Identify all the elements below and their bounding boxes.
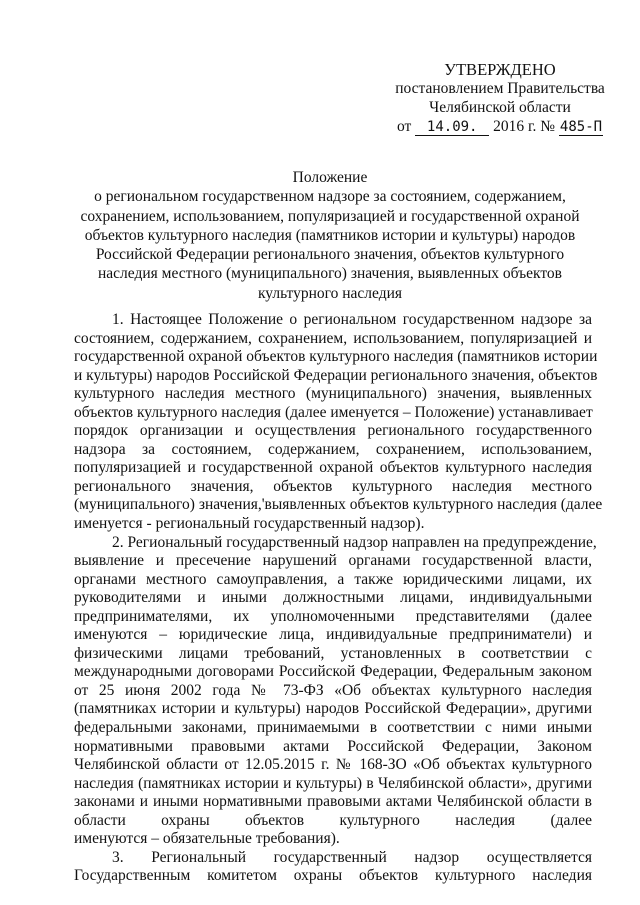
document-title: [60, 168, 600, 303]
paragraph-2-line: органами местного самоуправления, а также юридическими лицами, их: [74, 570, 592, 588]
paragraph-2-line: законами и иными нормативными правовыми актами Челябинской области в: [74, 793, 592, 811]
title-line: культурного наследия: [257, 284, 403, 302]
title-line: Российской Федерации регионального значения, объектов культурного: [95, 246, 565, 264]
paragraph-1-line: популяризацией и государственной охраной объектов культурного наследия: [74, 459, 592, 477]
handwritten-number: 485-П: [559, 119, 603, 135]
approval-title: УТВЕРЖДЕНО: [444, 60, 556, 79]
document-body: [74, 311, 603, 886]
paragraph-2-line: от 25 июня 2002 года № 73-ФЗ «Об объектах культурного наследия: [74, 681, 592, 699]
paragraph-2-line: физическими лицами требований, установленных в соответствии с: [74, 644, 592, 662]
paragraph-2-line: именуются – юридические лица, индивидуальные предприниматели) и: [74, 626, 592, 644]
paragraph-1-line: состоянием, содержанием, сохранением, использованием, популяризацией и: [74, 329, 592, 347]
approval-line-1: постановлением Правительства: [395, 80, 605, 97]
paragraph-1-line: и культуры) народов Российской Федерации регионального значения, объектов: [74, 366, 598, 384]
paragraph-2-line: предпринимателями, их уполномоченными представителями (далее: [74, 607, 592, 625]
paragraph-2-line: именуются – обязательные требования).: [74, 830, 340, 848]
paragraph-1-line: надзора за состоянием, содержанием, сохранением, использованием,: [74, 440, 592, 458]
title-line: о региональном государственном надзоре за состоянием, содержанием,: [94, 188, 566, 206]
paragraph-2-line: наследия (памятниках истории и культуры) в Челябинской области», другими: [74, 774, 592, 792]
handwritten-date: 14.09.: [415, 119, 489, 136]
paragraph-1-line: регионального значения, объектов культурного наследия местного: [74, 477, 592, 495]
paragraph-2-line: 2. Региональный государственный надзор направлен на предупреждение,: [112, 533, 597, 551]
paragraph-3-line: Государственным комитетом охраны объектов культурного наследия: [74, 867, 592, 885]
title-heading: Положение: [292, 169, 368, 186]
from-label: от: [397, 118, 412, 135]
paragraph-2-line: федеральными законами, принимаемыми в соответствии с ними иными: [74, 719, 592, 737]
paragraph-2-line: выявление и пресечение нарушений органами государственной власти,: [74, 552, 592, 570]
year-and-number-label: 2016 г. №: [493, 118, 556, 135]
title-line: объектов культурного наследия (памятников истории и культуры) народов: [84, 226, 576, 244]
paragraph-1-line: (муниципального) значения,'выявленных объектов культурного наследия (далее: [74, 496, 603, 514]
title-line: сохранением, использованием, популяризацией и государственной охраной: [80, 207, 580, 225]
paragraph-2-line: международными договорами Российской Федерации, Федеральным законом: [74, 663, 592, 681]
paragraph-1-line: культурного наследия местного (муниципального) значения, выявленных: [74, 385, 592, 403]
title-line: наследия местного (муниципального) значения, выявленных объектов: [98, 265, 562, 283]
approval-date-line: [380, 117, 620, 136]
approval-line-2: Челябинской области: [429, 99, 571, 116]
paragraph-1-line: порядок организации и осуществления регионального государственного: [74, 422, 592, 440]
paragraph-1-line: 1. Настоящее Положение о региональном государственном надзоре за: [112, 311, 592, 328]
paragraph-1-line: объектов культурного наследия (далее именуется – Положение) устанавливает: [74, 403, 593, 421]
paragraph-3-line: 3. Региональный государственный надзор осуществляется: [112, 848, 592, 866]
paragraph-1-line: именуется - региональный государственный надзор).: [74, 515, 425, 533]
paragraph-2-line: нормативными правовыми актами Российской Федерации, Законом: [74, 737, 592, 755]
approval-block: [380, 60, 620, 136]
paragraph-2-line: (памятниках истории и культуры) народов Российской Федерации», другими: [74, 700, 592, 718]
paragraph-2-line: Челябинской области от 12.05.2015 г. № 168-ЗО «Об объектах культурного: [74, 756, 592, 774]
paragraph-1-line: государственной охраной объектов культурного наследия (памятников истории: [74, 348, 598, 366]
paragraph-2-line: области охраны объектов культурного наследия (далее: [74, 811, 592, 829]
paragraph-2-line: руководителями и иными должностными лицами, индивидуальными: [74, 589, 592, 607]
